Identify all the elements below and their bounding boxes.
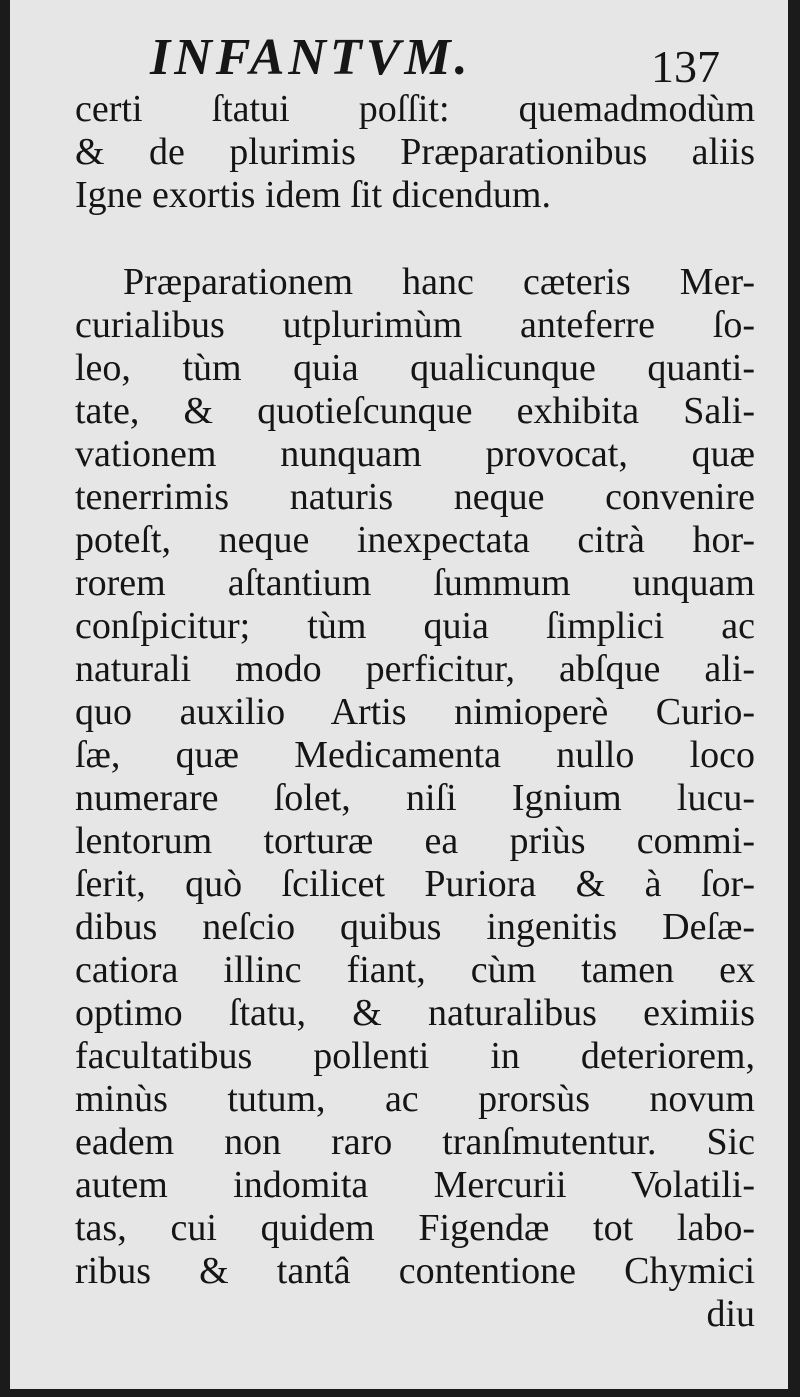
book-page (10, 0, 788, 1389)
text-line: catiora illinc fiant, cùm tamen ex (75, 949, 755, 991)
text-line: vationem nunquam provocat, quæ (75, 433, 755, 475)
paragraph-gap (75, 217, 755, 261)
text-line: conſpicitur; tùm quia ſimplici ac (75, 605, 755, 647)
text-line: Igne exortis idem ſit dicendum. (75, 174, 551, 216)
text-line: minùs tutum, ac prorsùs novum (75, 1078, 755, 1120)
text-line: facultatibus pollenti in deteriorem, (75, 1035, 755, 1077)
text-line: ſæ, quæ Medicamenta nullo loco (75, 734, 755, 776)
text-line: tas, cui quidem Figendæ tot labo- (75, 1207, 755, 1249)
page-number: 137 (651, 41, 720, 92)
text-line: naturali modo perficitur, abſque ali- (75, 648, 755, 690)
paragraph (75, 88, 755, 217)
text-line: poteſt, neque inexpectata citrà hor- (75, 519, 755, 561)
text-line: ſerit, quò ſcilicet Puriora & à ſor- (75, 863, 755, 905)
text-line: Præparationem hanc cæteris Mer- (123, 261, 755, 303)
text-line: numerare ſolet, niſi Ignium lucu- (75, 777, 755, 819)
text-line: curialibus utplurimùm anteferre ſo- (75, 304, 755, 346)
text-line: dibus neſcio quibus ingenitis Deſæ- (75, 906, 755, 948)
body-text (75, 88, 755, 1336)
text-line: eadem non raro tranſmutentur. Sic (75, 1121, 755, 1163)
text-line: quo auxilio Artis nimioperè Curio- (75, 691, 755, 733)
text-line: autem indomita Mercurii Volatili- (75, 1164, 755, 1206)
text-line: certi ſtatui poſſit: quemadmodùm (75, 88, 755, 130)
text-line: leo, tùm quia qualicunque quanti- (75, 347, 755, 389)
text-line: rorem aſtantium ſummum unquam (75, 562, 755, 604)
text-line: ribus & tantâ contentione Chymici (75, 1250, 755, 1292)
text-line: & de plurimis Præparationibus aliis (75, 131, 755, 173)
text-line: tate, & quotieſcunque exhibita Sali- (75, 390, 755, 432)
text-line: lentorum torturæ ea priùs commi- (75, 820, 755, 862)
text-line: optimo ſtatu, & naturalibus eximiis (75, 992, 755, 1034)
catchword: diu (706, 1293, 755, 1335)
text-line: tenerrimis naturis neque convenire (75, 476, 755, 518)
running-title: INFANTVM. (150, 29, 472, 86)
paragraph (75, 261, 755, 1293)
